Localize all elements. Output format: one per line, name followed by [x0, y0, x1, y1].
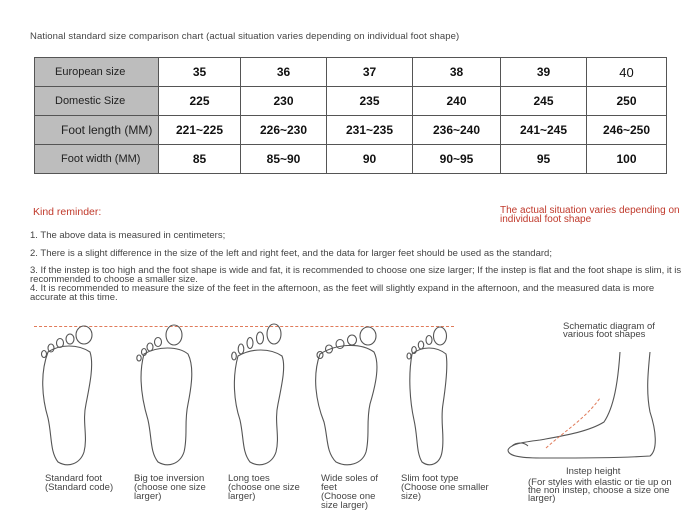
- instep-caption: [528, 468, 678, 503]
- table-cell: 236~240: [413, 116, 501, 145]
- table-cell: 226~230: [241, 116, 327, 145]
- table-cell: 90~95: [413, 145, 501, 174]
- row-label: Domestic Size: [35, 87, 159, 116]
- standard-foot-caption: Standard foot (Standard code): [45, 473, 114, 493]
- actual-situation-note: The actual situation varies depending on individual foot shape: [500, 205, 680, 225]
- table-cell: 40: [587, 58, 667, 87]
- kind-reminder-title: Kind reminder:: [33, 206, 102, 218]
- table-cell: 231~235: [327, 116, 413, 145]
- table-cell: 37: [327, 58, 413, 87]
- table-cell: 230: [241, 87, 327, 116]
- schematic-title: Schematic diagram of various foot shapes: [563, 321, 655, 340]
- standard-foot-icon: [34, 318, 100, 468]
- table-row: [35, 145, 667, 174]
- table-cell: 235: [327, 87, 413, 116]
- table-cell: 85: [159, 145, 241, 174]
- slim-foot-caption: Slim foot type (Choose one smaller size): [401, 473, 489, 502]
- instep-note: (For styles with elastic or tie up on the non instep, choose a size one larger): [528, 477, 672, 504]
- note-3: 3. If the instep is too high and the foot shape is wide and fat, it is recommended to choose one size larger; If the instep is flat and the foot shape is slim, it is recommended to choose a smaller size.: [30, 265, 682, 285]
- row-label: European size: [35, 58, 159, 87]
- table-cell: 38: [413, 58, 501, 87]
- table-cell: 225: [159, 87, 241, 116]
- table-cell: 85~90: [241, 145, 327, 174]
- size-table: [34, 57, 667, 174]
- big-toe-inversion-caption: Big toe inversion (choose one size larger): [134, 473, 206, 502]
- table-cell: 36: [241, 58, 327, 87]
- table-cell: 246~250: [587, 116, 667, 145]
- row-label: Foot length (MM): [35, 116, 159, 145]
- long-toes-caption: Long toes (choose one size larger): [228, 473, 300, 502]
- table-row: [35, 58, 667, 87]
- table-cell: 241~245: [501, 116, 587, 145]
- table-cell: 95: [501, 145, 587, 174]
- table-cell: 39: [501, 58, 587, 87]
- wide-sole-foot-icon: [312, 318, 384, 468]
- slim-foot-icon: [400, 318, 456, 468]
- instep-title: Instep height: [566, 466, 621, 477]
- table-cell: 35: [159, 58, 241, 87]
- note-2: 2. There is a slight difference in the size of the left and right feet, and the data for larger feet should be used as the standard;: [30, 248, 552, 259]
- long-toes-foot-icon: [226, 318, 292, 468]
- wide-sole-caption: Wide soles of feet (Choose one size larger): [321, 473, 379, 511]
- table-row: [35, 116, 667, 145]
- row-label: Foot width (MM): [35, 145, 159, 174]
- note-1: 1. The above data is measured in centimeters;: [30, 230, 226, 241]
- chart-title: National standard size comparison chart (actual situation varies depending on individual foot shape): [30, 31, 460, 42]
- table-cell: 90: [327, 145, 413, 174]
- table-cell: 250: [587, 87, 667, 116]
- table-cell: 221~225: [159, 116, 241, 145]
- big-toe-inversion-foot-icon: [134, 318, 204, 468]
- table-cell: 100: [587, 145, 667, 174]
- table-row: [35, 87, 667, 116]
- table-cell: 245: [501, 87, 587, 116]
- note-4: 4. It is recommended to measure the size of the feet in the afternoon, as the feet will slightly expand in the afternoon, and the measured data is more accurate at this time.: [30, 283, 655, 303]
- table-cell: 240: [413, 87, 501, 116]
- instep-side-foot-icon: [500, 352, 660, 462]
